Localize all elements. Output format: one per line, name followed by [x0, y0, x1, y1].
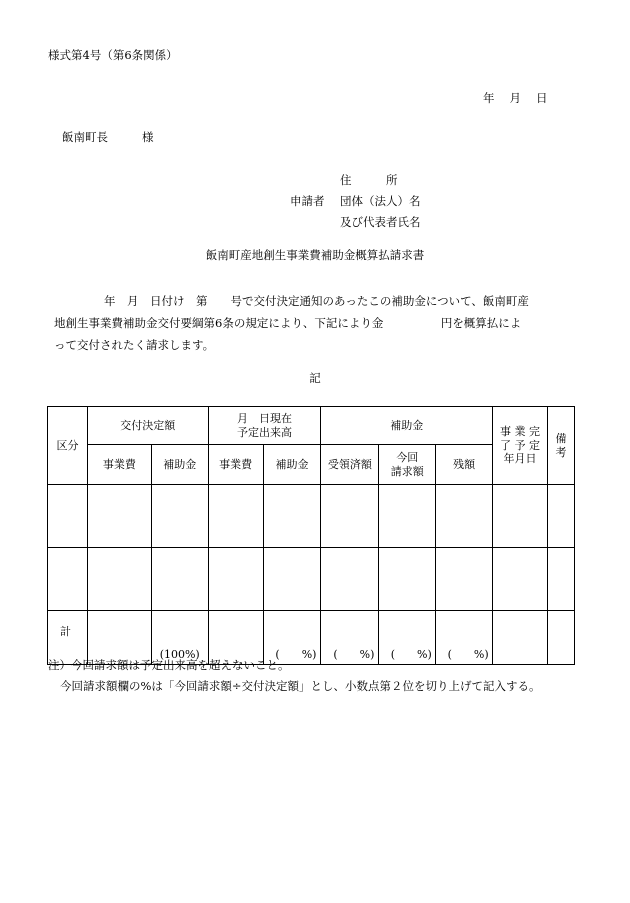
org-label: 団体（法人）名: [340, 194, 421, 208]
ki-heading: 記: [309, 371, 321, 385]
addressee: [62, 131, 154, 145]
table-cell[interactable]: [87, 548, 151, 611]
konkai-line-2: 請求額: [390, 464, 424, 478]
document-title: 飯南町産地創生事業費補助金概算払請求書: [205, 248, 425, 262]
pct-genzai-hojokin: ( %): [263, 611, 321, 665]
table-cell[interactable]: [321, 548, 379, 611]
jigyo-kanryo-header: [493, 407, 548, 485]
note-1: 注）今回請求額は予定出来高を超えないこと。: [48, 658, 290, 672]
table-cell[interactable]: [321, 485, 379, 548]
jigyo-kanryo-line-3: 年月日: [503, 452, 537, 466]
pct-100: (100%): [151, 611, 208, 665]
date-year: 年: [483, 91, 495, 105]
table-cell[interactable]: [493, 485, 548, 548]
total-label: 計: [48, 611, 88, 665]
pct-juryo-zumi: ( %): [321, 611, 379, 665]
pct-konkai: ( %): [379, 611, 436, 665]
table-cell[interactable]: [151, 548, 208, 611]
body-line-1: 年 月 日付け 第 号で交付決定通知のあったこの補助金について、飯南町産: [104, 294, 529, 308]
note-2: 今回請求額欄の%は「今回請求額÷交付決定額」とし、小数点第２位を切り上げて記入する。: [60, 679, 541, 693]
representative-label: 及び代表者氏名: [340, 215, 421, 229]
table-cell[interactable]: [547, 548, 574, 611]
jigyo-kanryo-line-1: 事 業 完: [500, 424, 541, 438]
table-cell[interactable]: [379, 485, 436, 548]
kofu-kettei-header: 交付決定額: [87, 407, 208, 445]
body-line-2: 地創生事業費補助金交付要綱第6条の規定により、下記により金 円を概算払によ: [54, 316, 522, 330]
table-cell[interactable]: [436, 485, 493, 548]
table-cell[interactable]: [263, 485, 321, 548]
hojokin-header: 補助金: [321, 407, 493, 445]
form-number: 様式第4号（第6条関係）: [48, 48, 178, 62]
table-row: [48, 485, 575, 548]
date-day: 日: [536, 91, 548, 105]
addressee-name: 飯南町長: [62, 130, 108, 144]
jigyohi-header-2: 事業費: [208, 445, 263, 485]
zangaku-header: 残額: [436, 445, 493, 485]
hojokin-sub-header: 補助金: [151, 445, 208, 485]
biko-line-2: 考: [555, 445, 567, 459]
table-cell[interactable]: [436, 548, 493, 611]
body-text: [54, 290, 584, 356]
hojokin-sub-header-2: 補助金: [263, 445, 321, 485]
date-line: [483, 92, 548, 106]
konkai-line-1: 今回: [396, 450, 419, 464]
jigyo-kanryo-line-2: 了 予 定: [500, 438, 541, 452]
konkai-header: [379, 445, 436, 485]
table-cell[interactable]: [493, 548, 548, 611]
table-cell[interactable]: [547, 485, 574, 548]
applicant-block: [290, 170, 421, 233]
table-cell[interactable]: [208, 485, 263, 548]
biko-line-1: 備: [555, 431, 567, 445]
notes: [48, 655, 541, 697]
address-label: 住 所: [340, 173, 398, 187]
addressee-honorific: 様: [142, 130, 154, 144]
applicant-role-label: 申請者: [290, 194, 325, 208]
genzai-line-2: 予定出来高: [237, 425, 293, 439]
table-cell[interactable]: [151, 485, 208, 548]
genzai-header: [208, 407, 321, 445]
body-line-3: って交付されたく請求します。: [54, 338, 215, 352]
request-table: [47, 406, 575, 665]
table-cell[interactable]: [208, 548, 263, 611]
biko-header: [547, 407, 574, 485]
jigyohi-header: 事業費: [87, 445, 151, 485]
juryo-zumi-header: 受領済額: [321, 445, 379, 485]
genzai-line-1: 月 日現在: [237, 411, 293, 425]
table-cell[interactable]: [263, 548, 321, 611]
table-cell[interactable]: [547, 611, 574, 665]
table-row: [48, 548, 575, 611]
date-month: 月: [509, 91, 521, 105]
pct-zangaku: ( %): [436, 611, 493, 665]
table-cell[interactable]: [48, 548, 88, 611]
table-cell[interactable]: [379, 548, 436, 611]
table-cell[interactable]: [87, 485, 151, 548]
table-cell[interactable]: [48, 485, 88, 548]
kubun-header: 区分: [48, 407, 88, 485]
